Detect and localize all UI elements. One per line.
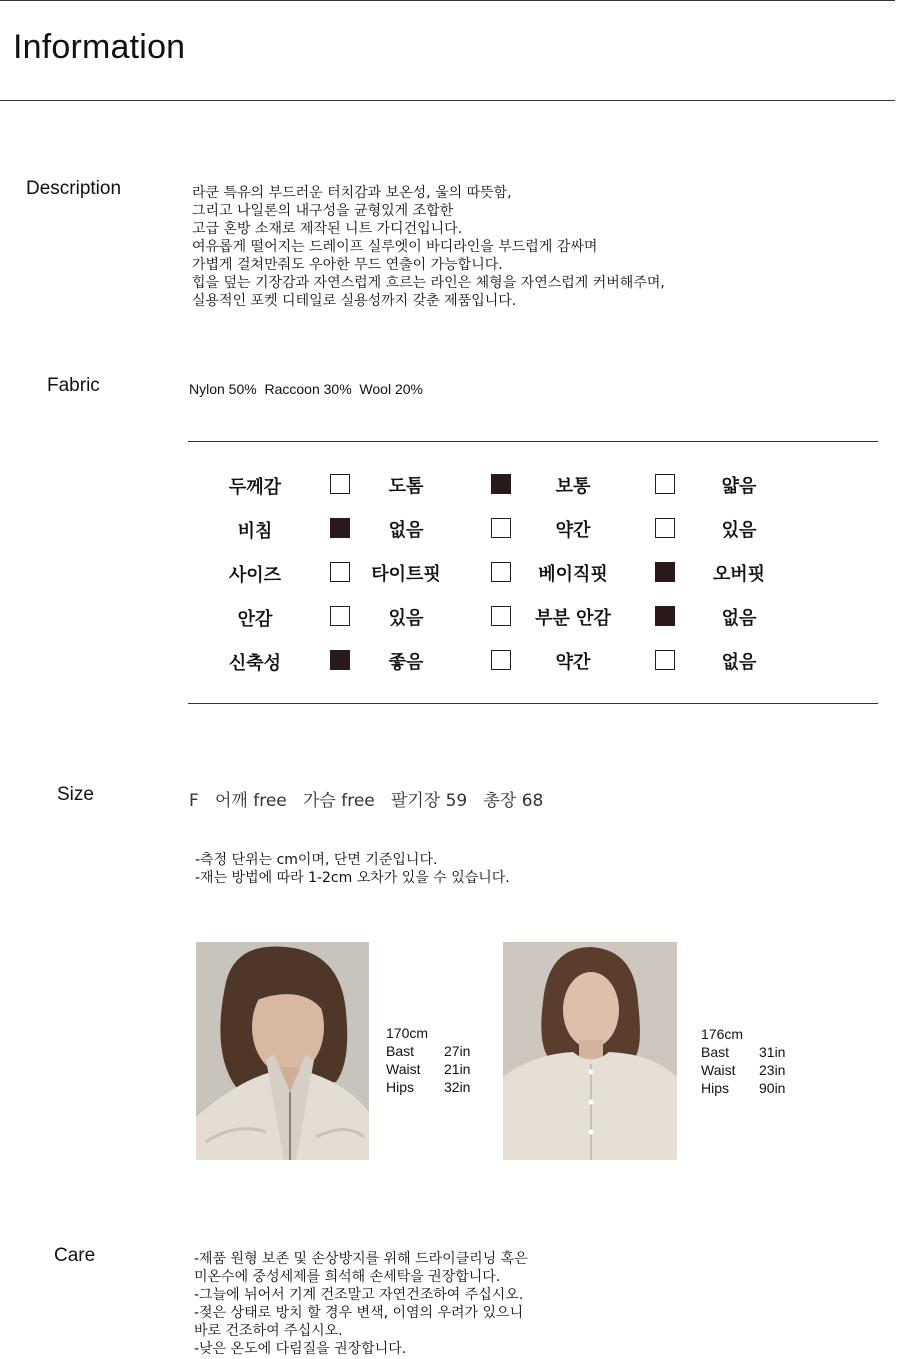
- unchecked-checkbox[interactable]: [655, 650, 675, 670]
- care-text: [194, 1250, 528, 1358]
- attribute-name: 비침: [237, 521, 273, 542]
- model-1-stat: Waist 21in: [386, 1061, 471, 1077]
- care-line: -그늘에 뉘어서 기계 건조말고 자연건조하여 주십시오.: [194, 1287, 524, 1303]
- attribute-option-label: 없음: [388, 520, 424, 541]
- attribute-option-label: 오버핏: [712, 564, 766, 585]
- model-2-stat: Hips 90in: [701, 1080, 786, 1096]
- model-2-stat: Waist 23in: [701, 1062, 786, 1078]
- unchecked-checkbox[interactable]: [655, 474, 675, 494]
- size-note: -재는 방법에 따라 1-2cm 오차가 있을 수 있습니다.: [195, 870, 510, 886]
- size-notes: [195, 851, 510, 887]
- unchecked-checkbox[interactable]: [491, 650, 511, 670]
- attribute-option-label: 있음: [721, 520, 757, 541]
- description-line: 실용적인 포켓 디테일로 실용성까지 갖춘 제품입니다.: [192, 293, 517, 309]
- top-rule: [0, 0, 895, 1]
- checked-checkbox[interactable]: [491, 474, 511, 494]
- size-label: Size: [57, 784, 94, 805]
- attribute-name: 안감: [237, 609, 273, 630]
- checked-checkbox[interactable]: [655, 562, 675, 582]
- attribute-option-label: 없음: [721, 608, 757, 629]
- care-line: -제품 원형 보존 및 손상방지를 위해 드라이클리닝 혹은: [194, 1251, 528, 1267]
- header-divider: [0, 100, 895, 101]
- care-line: -젖은 상태로 방치 할 경우 변색, 이염의 우려가 있으니: [194, 1305, 524, 1321]
- description-line: 가볍게 걸쳐만줘도 우아한 무드 연출이 가능합니다.: [192, 257, 503, 273]
- model-photo-1: [196, 942, 369, 1160]
- description-line: 힙을 덮는 기장감과 자연스럽게 흐르는 라인은 체형을 자연스럽게 커버해주며,: [192, 275, 665, 291]
- page-title: Information: [13, 28, 186, 66]
- description-line: 여유롭게 떨어지는 드레이프 실루엣이 바디라인을 부드럽게 감싸며: [192, 239, 598, 255]
- attribute-option-label: 부분 안감: [535, 608, 611, 629]
- model-1-info: [386, 1024, 470, 1096]
- description-text: [192, 184, 665, 310]
- model-2-info: [701, 1025, 785, 1097]
- attribute-option-label: 얇음: [721, 476, 757, 497]
- attribute-option-label: 없음: [721, 652, 757, 673]
- attribute-option-label: 타이트핏: [371, 564, 441, 585]
- attribute-option-label: 도톰: [388, 476, 424, 497]
- care-line: 바로 건조하여 주십시오.: [194, 1323, 343, 1339]
- model-1-stat: Bast 27in: [386, 1043, 471, 1059]
- attribute-name: 신축성: [228, 653, 282, 674]
- fabric-composition: Nylon 50% Raccoon 30% Wool 20%: [189, 381, 423, 397]
- unchecked-checkbox[interactable]: [491, 606, 511, 626]
- description-line: 라쿤 특유의 부드러운 터치감과 보온성, 울의 따뜻함,: [192, 185, 512, 201]
- attribute-name: 사이즈: [228, 565, 282, 586]
- attribute-option-label: 있음: [388, 608, 424, 629]
- unchecked-checkbox[interactable]: [491, 562, 511, 582]
- attribute-name: 두께감: [228, 477, 282, 498]
- table-top-rule: [188, 441, 878, 442]
- attribute-option-label: 약간: [555, 652, 591, 673]
- table-bottom-rule: [188, 703, 878, 704]
- checked-checkbox[interactable]: [655, 606, 675, 626]
- fabric-label: Fabric: [47, 375, 100, 396]
- size-note: -측정 단위는 cm이며, 단면 기준입니다.: [195, 852, 438, 868]
- model-photo-2: [503, 942, 677, 1160]
- model-2-stat: Bast 31in: [701, 1044, 786, 1060]
- description-line: 그리고 나일론의 내구성을 균형있게 조합한: [192, 203, 454, 219]
- unchecked-checkbox[interactable]: [491, 518, 511, 538]
- attribute-option-label: 좋음: [388, 652, 424, 673]
- attribute-option-label: 보통: [555, 476, 591, 497]
- description-line: 고급 혼방 소재로 제작된 니트 가디건입니다.: [192, 221, 463, 237]
- model-2-height: 176cm: [701, 1026, 744, 1042]
- description-label: Description: [26, 178, 122, 199]
- size-measurements: F 어깨 free 가슴 free 팔기장 59 총장 68: [189, 791, 544, 811]
- care-label: Care: [54, 1245, 96, 1266]
- attribute-option-label: 베이직핏: [538, 564, 608, 585]
- attribute-option-label: 약간: [555, 520, 591, 541]
- model-1-height: 170cm: [386, 1025, 429, 1041]
- care-line: 미온수에 중성세제를 희석해 손세탁을 권장합니다.: [194, 1269, 501, 1285]
- care-line: -낮은 온도에 다림질을 권장합니다.: [194, 1341, 407, 1357]
- model-1-stat: Hips 32in: [386, 1079, 471, 1095]
- unchecked-checkbox[interactable]: [655, 518, 675, 538]
